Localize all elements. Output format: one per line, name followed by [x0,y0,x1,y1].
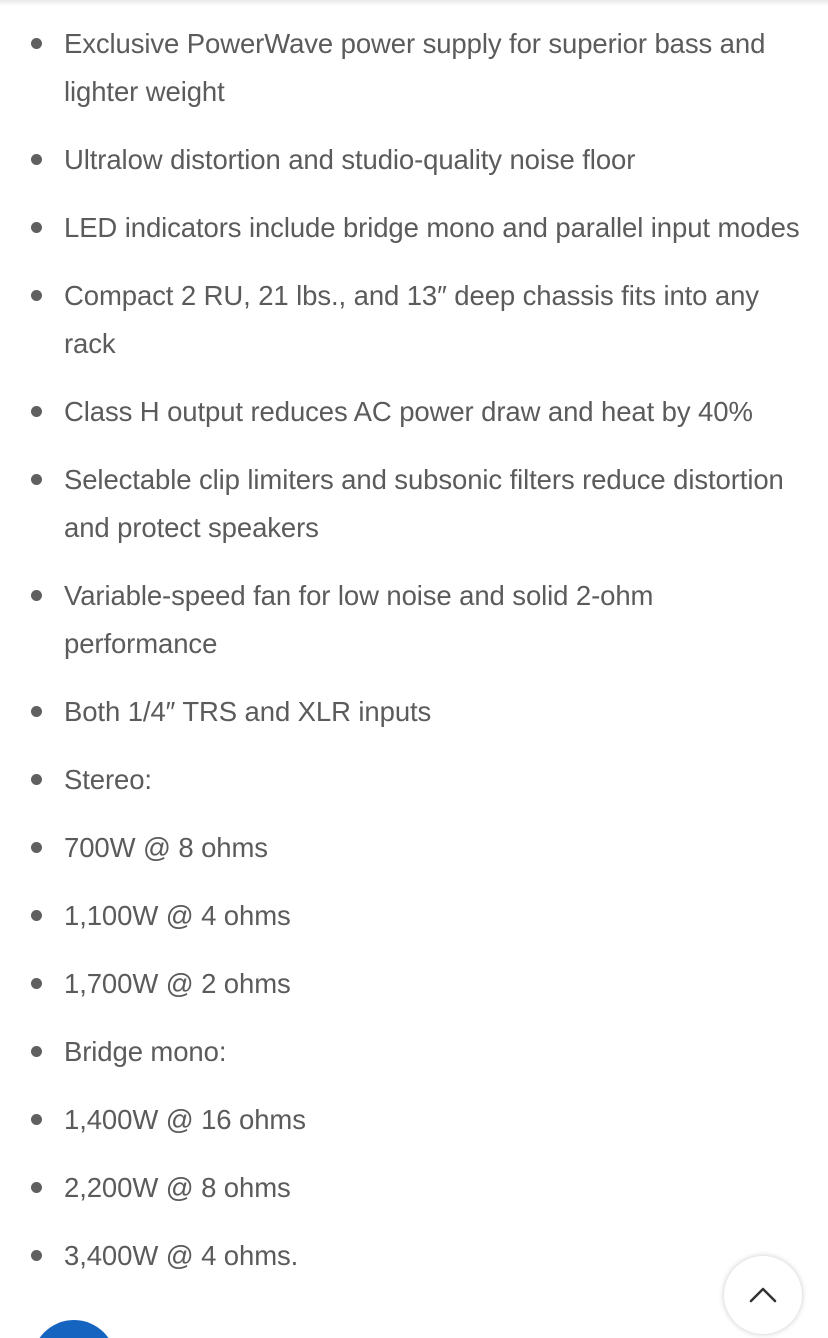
bullet-icon [31,474,42,485]
list-item [0,756,828,804]
list-item [0,204,828,252]
bullet-icon [31,290,42,301]
chat-button[interactable] [32,1320,116,1338]
list-item-text: Compact 2 RU, 21 lbs., and 13″ deep chassis fits into any rack [64,280,759,359]
list-item [0,1028,828,1076]
bullet-icon [31,842,42,853]
list-item [0,572,828,668]
list-item [0,136,828,184]
list-item [0,388,828,436]
list-item [0,1096,828,1144]
list-item-text: 3,400W @ 4 ohms. [64,1240,299,1271]
bullet-icon [31,222,42,233]
list-item-text: Stereo: [64,764,152,795]
list-item-text: Variable-speed fan for low noise and solid 2-ohm performance [64,580,654,659]
bullet-icon [31,1250,42,1261]
bullet-icon [31,38,42,49]
scroll-to-top-button[interactable] [724,1256,802,1334]
list-item-text: Selectable clip limiters and subsonic filters reduce distortion and protect speakers [64,464,784,543]
list-item [0,892,828,940]
list-item-text: Both 1/4″ TRS and XLR inputs [64,696,432,727]
list-item-text: 1,100W @ 4 ohms [64,900,291,931]
feature-list [0,20,828,1300]
list-item [0,1232,828,1280]
list-item-text: 2,200W @ 8 ohms [64,1172,291,1203]
list-item-text: Bridge mono: [64,1036,227,1067]
list-item [0,20,828,116]
list-item [0,960,828,1008]
list-item [0,456,828,552]
bullet-icon [31,706,42,717]
list-item [0,1164,828,1212]
chevron-up-icon [748,1286,778,1304]
bullet-icon [31,406,42,417]
bullet-icon [31,774,42,785]
list-item [0,824,828,872]
bullet-icon [31,978,42,989]
list-item [0,272,828,368]
list-item-text: Class H output reduces AC power draw and heat by 40% [64,396,753,427]
list-item-text: Ultralow distortion and studio-quality noise floor [64,144,636,175]
list-item-text: 1,400W @ 16 ohms [64,1104,306,1135]
header-shadow [0,0,828,6]
list-item [0,688,828,736]
bullet-icon [31,1182,42,1193]
list-item-text: LED indicators include bridge mono and parallel input modes [64,212,800,243]
bullet-icon [31,154,42,165]
bullet-icon [31,590,42,601]
bullet-icon [31,1046,42,1057]
bullet-icon [31,910,42,921]
bullet-icon [31,1114,42,1125]
list-item-text: 700W @ 8 ohms [64,832,268,863]
list-item-text: Exclusive PowerWave power supply for superior bass and lighter weight [64,28,766,107]
list-item-text: 1,700W @ 2 ohms [64,968,291,999]
